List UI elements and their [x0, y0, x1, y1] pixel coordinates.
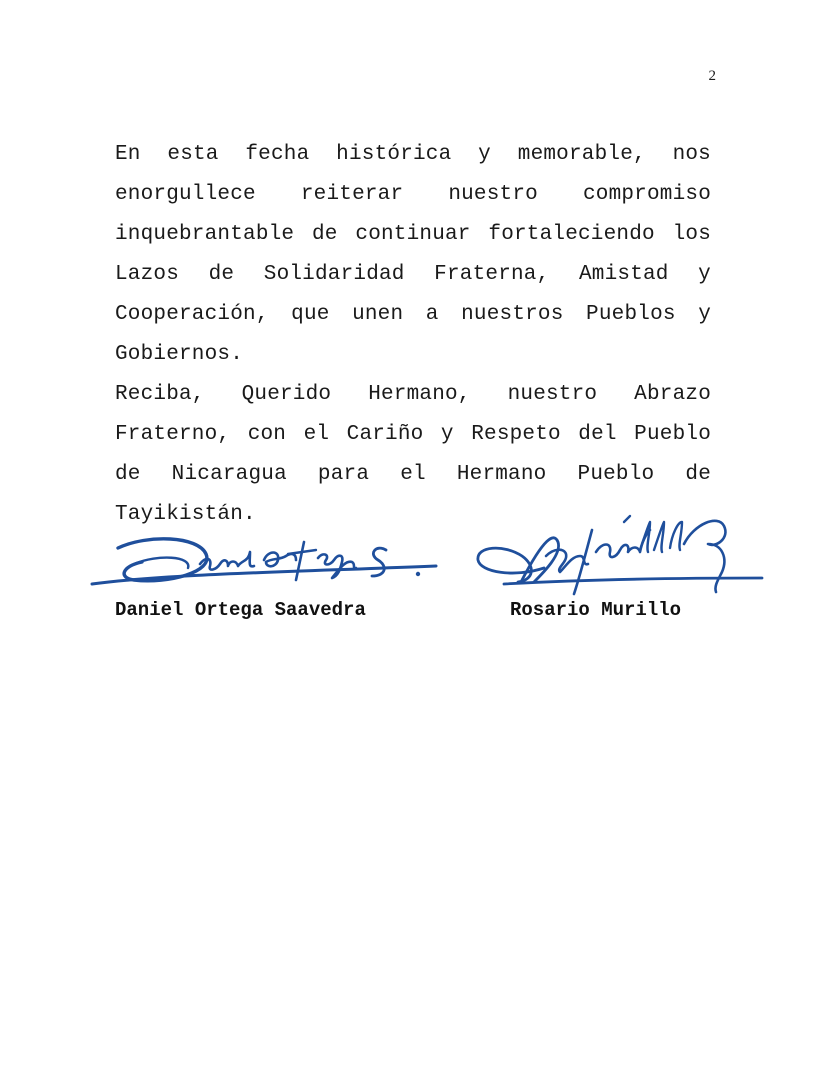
body-paragraph: Reciba, Querido Hermano, nuestro Abrazo Fraterno, con el Cariño y Respeto del Pueblo de Nicaragua para el Hermano Pueblo de Tayikistán. — [115, 383, 711, 526]
page-number: 2 — [708, 68, 716, 84]
signer-name-murillo: Rosario Murillo — [510, 599, 682, 621]
signature-ortega — [88, 520, 438, 600]
signer-name-ortega: Daniel Ortega Saavedra — [115, 599, 366, 621]
body-paragraph: En esta fecha histórica y memorable, nos enorgullece reiterar nuestro compromiso inquebrantable de continuar fortaleciendo los Lazos de Solidaridad Fraterna, Amistad y Cooperación, que unen a nuestros Pueblos y Gobiernos. — [115, 143, 711, 366]
signature-murillo — [474, 508, 766, 600]
